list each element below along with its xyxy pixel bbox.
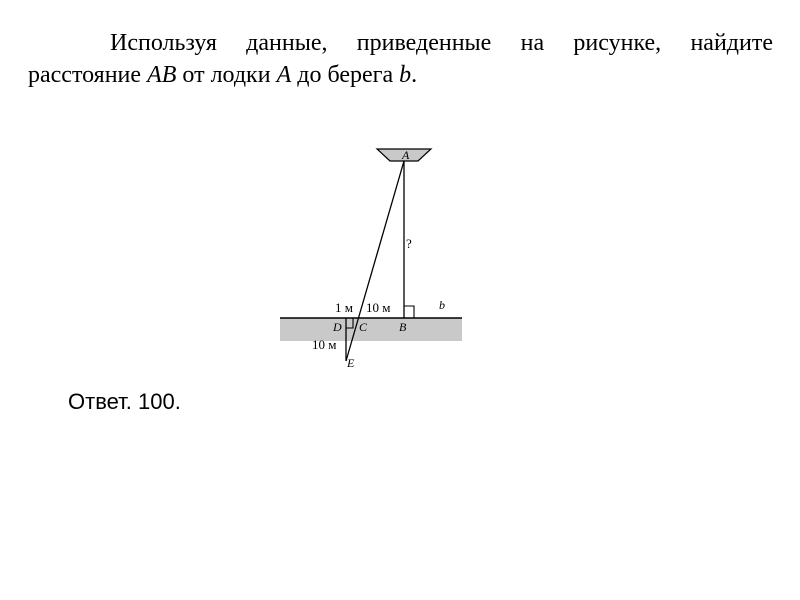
- figure-svg: [270, 140, 470, 375]
- point-label: A: [276, 62, 292, 88]
- label-c: C: [359, 320, 368, 334]
- dim-cb: 10 м: [366, 300, 391, 315]
- problem-text-3: до берега: [291, 62, 400, 88]
- geometry-figure: [270, 140, 470, 375]
- answer-text: Ответ. 100.: [68, 389, 181, 414]
- label-a: A: [402, 148, 410, 162]
- label-d: D: [333, 320, 342, 334]
- problem-text-1: Используя данные, приведенные на рисунке, найдите расстояние: [28, 30, 773, 88]
- segment-label: AB: [147, 62, 177, 88]
- shore-label: b: [399, 62, 412, 88]
- dim-dc: 1 м: [335, 300, 353, 315]
- label-b: B: [399, 320, 407, 334]
- dim-de: 10 м: [312, 337, 337, 352]
- problem-text-2: от лодки: [176, 62, 277, 88]
- shore-strip: [280, 318, 462, 341]
- label-b-shore: b: [439, 298, 445, 312]
- label-e: E: [347, 356, 355, 370]
- right-angle-b: [404, 306, 414, 318]
- question-mark: ?: [406, 236, 412, 251]
- problem-statement: [28, 27, 773, 91]
- problem-text-4: .: [411, 62, 418, 88]
